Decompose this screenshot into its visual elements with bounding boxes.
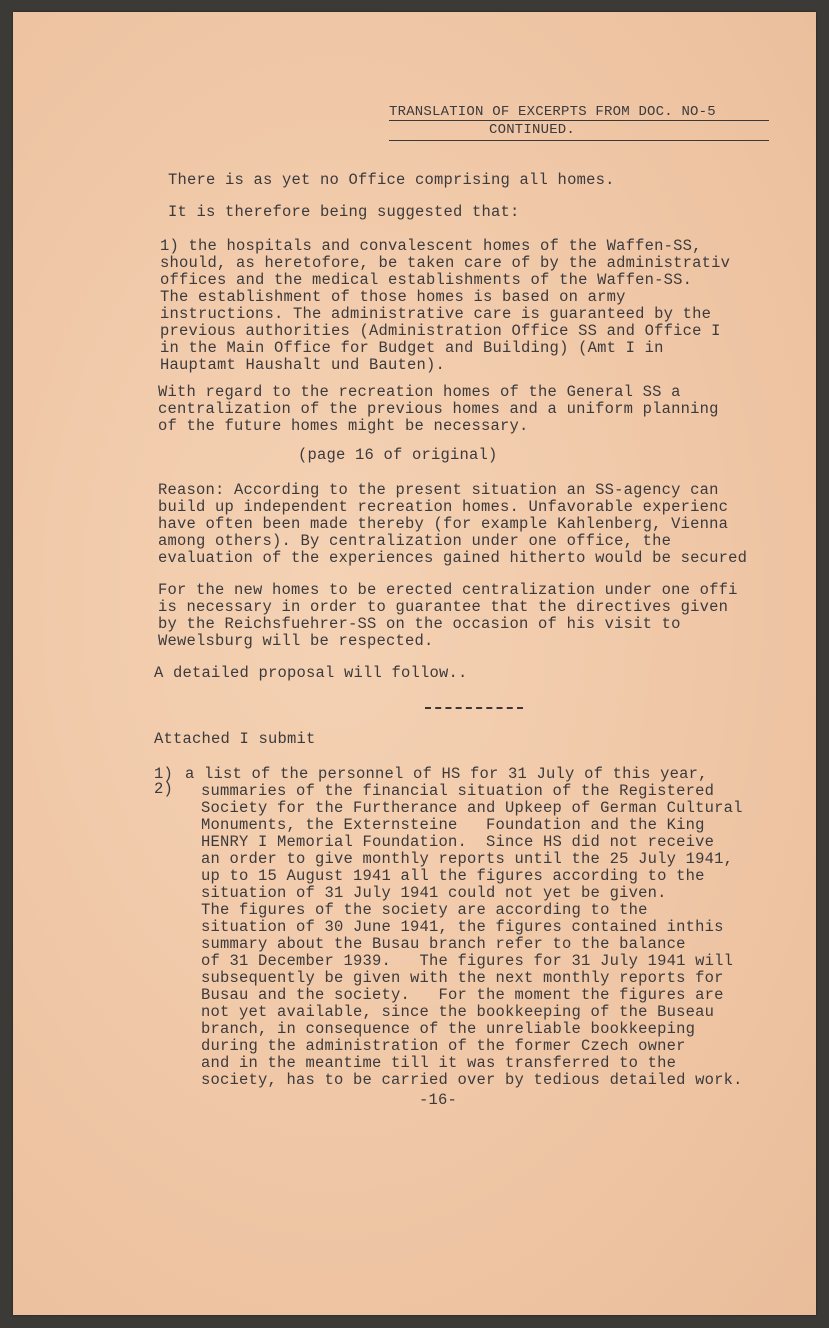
list-line: not yet available, since the bookkeeping of the Buseau [201, 1003, 715, 1021]
point2-line: centralization of the previous homes and a uniform planning [158, 400, 719, 418]
list-line: summaries of the financial situation of the Registered [201, 782, 715, 800]
list-line: Monuments, the Externsteine Foundation and the King [201, 816, 705, 834]
list-line: Busau and the society. For the moment the figures are [201, 986, 724, 1004]
new-homes-line: Wewelsburg will be respected. [158, 632, 434, 650]
reason-line: evaluation of the experiences gained hitherto would be secured [158, 549, 748, 567]
list-line: HENRY I Memorial Foundation. Since HS did not receive [201, 833, 715, 851]
list-line: The figures of the society are according to the [201, 901, 648, 919]
reason-line: Reason: According to the present situation an SS-agency can [158, 481, 719, 499]
new-homes-line: is necessary in order to guarantee that the directives given [158, 598, 729, 616]
point1-line: Hauptamt Haushalt und Bauten). [160, 356, 446, 374]
new-homes-line: by the Reichsfuehrer-SS on the occasion of his visit to [158, 615, 681, 633]
reason-line: among others). By centralization under one office, the [158, 532, 672, 550]
list-line: of 31 December 1939. The figures for 31 July 1941 will [201, 952, 734, 970]
point1-line: offices and the medical establishments of the Waffen-SS. [160, 271, 693, 289]
attached-heading: Attached I submit [154, 730, 316, 748]
reason-line: have often been made thereby (for example Kahlenberg, Vienna [158, 515, 729, 533]
list-line: subsequently be given with the next monthly reports for [201, 969, 724, 987]
list-line: an order to give monthly reports until the 25 July 1941, [201, 850, 734, 868]
list-line: situation of 30 June 1941, the figures contained inthis [201, 918, 724, 936]
page-number: -16- [419, 1091, 458, 1109]
point1-line: previous authorities (Administration Office SS and Office I [160, 322, 721, 340]
header-title: TRANSLATION OF EXCERPTS FROM DOC. NO-5 [389, 104, 716, 120]
list-line: during the administration of the former Czech owner [201, 1037, 686, 1055]
list-line: a list of the personnel of HS for 31 July of this year, [185, 765, 708, 783]
page-reference: (page 16 of original) [298, 446, 498, 464]
section-divider [425, 707, 523, 711]
new-homes-line: For the new homes to be erected centralization under one offi [158, 581, 738, 599]
list-line: summary about the Busau branch refer to the balance [201, 935, 686, 953]
list-number-2: 2) [154, 780, 174, 798]
list-line: society, has to be carried over by tedious detailed work. [201, 1071, 743, 1089]
intro-line-2: It is therefore being suggested that: [168, 203, 520, 221]
list-line: and in the meantime till it was transferred to the [201, 1054, 677, 1072]
list-line: situation of 31 July 1941 could not yet be given. [201, 884, 667, 902]
point1-line: 1) the hospitals and convalescent homes of the Waffen-SS, [160, 237, 702, 255]
header-continued: CONTINUED. [489, 122, 576, 138]
list-line: branch, in consequence of the unreliable bookkeeping [201, 1020, 696, 1038]
point1-line: in the Main Office for Budget and Building) (Amt I in [160, 339, 664, 357]
proposal-line: A detailed proposal will follow.. [154, 664, 468, 682]
point1-line: instructions. The administrative care is guaranteed by the [160, 305, 712, 323]
header-underline-1 [389, 120, 769, 121]
reason-line: build up independent recreation homes. Unfavorable experienc [158, 498, 729, 516]
point2-line: of the future homes might be necessary. [158, 417, 529, 435]
point1-line: should, as heretofore, be taken care of by the administrativ [160, 254, 731, 272]
intro-line-1: There is as yet no Office comprising all homes. [168, 171, 615, 189]
point2-line: With regard to the recreation homes of the General SS a [158, 383, 681, 401]
list-line: up to 15 August 1941 all the figures according to the [201, 867, 705, 885]
point1-line: The establishment of those homes is based on army [160, 288, 626, 306]
document-page [13, 12, 816, 1315]
header-underline-2 [389, 140, 769, 141]
list-line: Society for the Furtherance and Upkeep of German Cultural [201, 799, 743, 817]
list-number-1: 1) [154, 765, 174, 783]
